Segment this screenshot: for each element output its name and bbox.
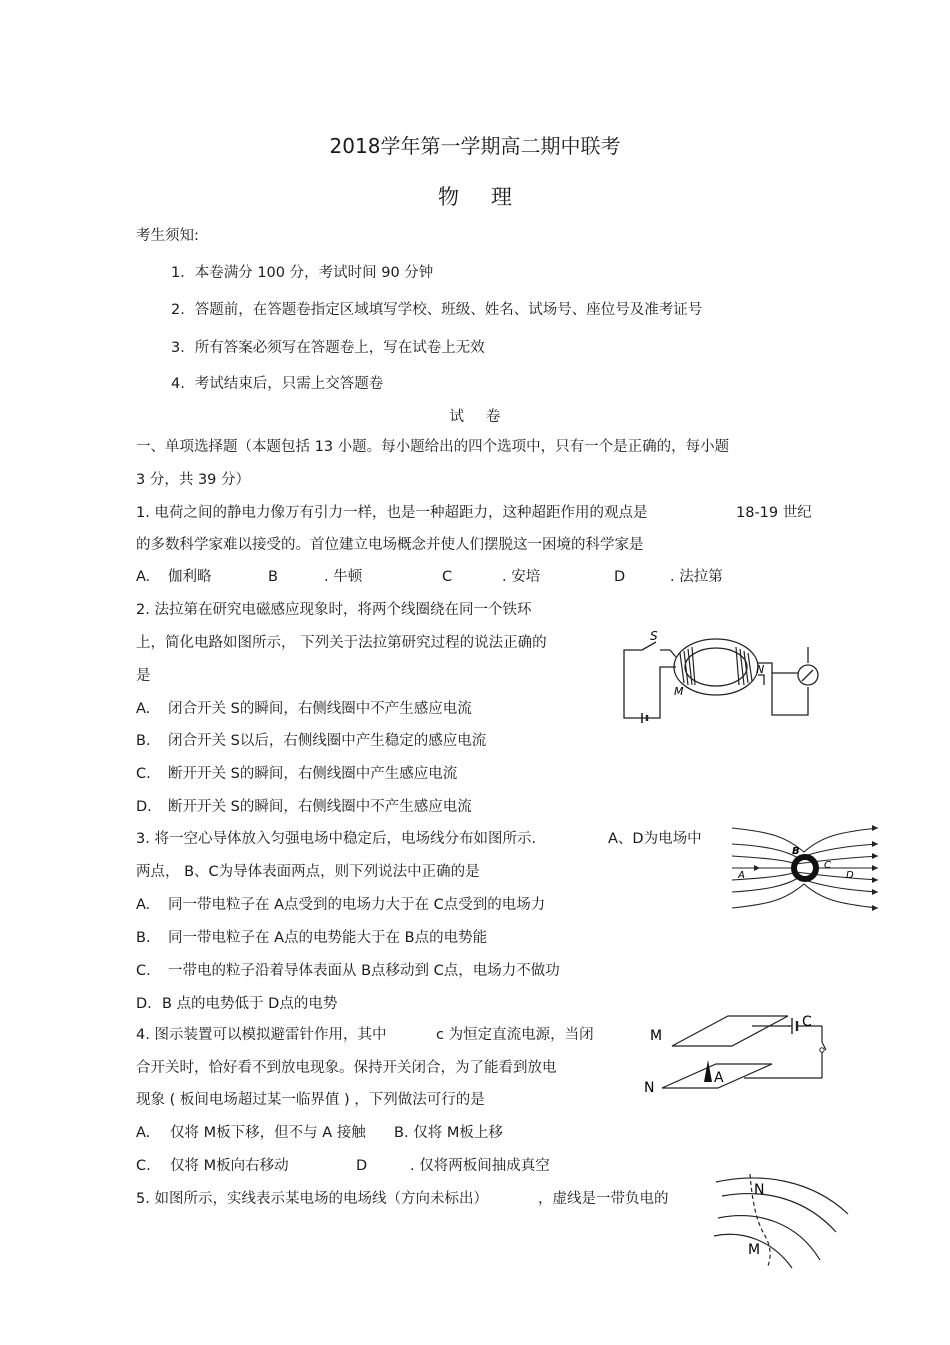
q2-figure-label-m: M	[674, 685, 684, 698]
q5-figure-label-n: N	[754, 1182, 765, 1198]
section-heading: 一、单项选择题（本题包括 13 小题。每小题给出的四个选项中，只有一个是正确的，每小题	[136, 439, 730, 455]
q3-figure-label-d: D	[846, 870, 854, 881]
q4-option-text: 仅将 M板向右移动	[170, 1158, 289, 1174]
q3-option-letter: D.	[136, 996, 152, 1012]
q1-stem: 1. 电荷之间的静电力像万有引力一样，也是一种超距力，这种超距作用的观点是	[136, 505, 648, 521]
q2-option-letter: D.	[136, 799, 152, 815]
q3-option-letter: B.	[136, 930, 151, 946]
q1-option-letter: D	[614, 569, 626, 585]
q3-figure-label-b: B	[792, 846, 800, 857]
q3-option-text: 同一带电粒子在 A点受到的电场力大于在 C点受到的电场力	[168, 897, 546, 913]
q4-option-text: . 仅将两板间抽成真空	[410, 1158, 550, 1174]
q2-option-text: 闭合开关 S的瞬间，右侧线圈中不产生感应电流	[168, 701, 472, 717]
q5-field-figure	[712, 1170, 852, 1270]
q1-stem-cont: 的多数科学家难以接受的。首位建立电场概念并使人们摆脱这一困境的科学家是	[136, 537, 644, 553]
q2-stem-cont: 上，简化电路如图所示， 下列关于法拉第研究过程的说法正确的	[136, 635, 547, 651]
q4-option-letter: D	[356, 1158, 368, 1174]
q5-figure-label-m: M	[748, 1242, 761, 1258]
q2-option-letter: B.	[136, 733, 151, 749]
q3-stem-tail: A、D为电场中	[608, 831, 702, 847]
q2-stem-cont: 是	[136, 668, 151, 684]
q2-option-letter: C.	[136, 766, 151, 782]
notice-item: 3．所有答案必须写在答题卷上，写在试卷上无效	[171, 340, 485, 356]
section-heading-cont: 3 分，共 39 分）	[136, 472, 251, 488]
q4-figure-label-c: C	[802, 1014, 812, 1030]
q2-figure-label-n: N	[756, 663, 765, 676]
exam-title: 2018学年第一学期高二期中联考	[329, 134, 621, 158]
q4-option-letter: C.	[136, 1158, 151, 1174]
q3-option-letter: A.	[136, 897, 151, 913]
q2-circuit-figure	[612, 625, 824, 725]
q3-option-text: 同一带电粒子在 A点的电势能大于在 B点的电势能	[168, 930, 488, 946]
q4-stem: 4. 图示装置可以模拟避雷针作用，其中	[136, 1027, 387, 1043]
notice-heading: 考生须知:	[136, 228, 199, 244]
q2-option-text: 断开开关 S的瞬间，右侧线圈中不产生感应电流	[168, 799, 472, 815]
q3-field-figure	[730, 824, 880, 914]
q3-option-letter: C.	[136, 963, 151, 979]
subject-title: 物理	[438, 185, 544, 209]
q5-stem-tail: ，虚线是一带负电的	[538, 1191, 669, 1207]
q4-stem-tail: c 为恒定直流电源，当闭	[436, 1027, 594, 1043]
q4-option-text: . 仅将 M板上移	[404, 1125, 503, 1141]
q4-figure-label-a: A	[714, 1070, 724, 1086]
q4-option-letter: B	[394, 1125, 404, 1141]
notice-item: 4．考试结束后，只需上交答题卷	[171, 376, 384, 392]
q3-figure-label-a: A	[738, 870, 745, 881]
q4-stem-cont: 现象 ( 板间电场超过某一临界值 ) ，下列做法可行的是	[136, 1092, 485, 1108]
q4-option-text: 仅将 M板下移，但不与 A 接触	[170, 1125, 366, 1141]
q5-stem: 5. 如图所示，实线表示某电场的电场线（方向未标出）	[136, 1191, 488, 1207]
q4-figure-label-n: N	[644, 1080, 655, 1096]
q3-stem-cont: 两点， B、C为导体表面两点，则下列说法中正确的是	[136, 864, 480, 880]
notice-item: 2．答题前，在答题卷指定区域填写学校、班级、姓名、试场号、座位号及准考证号	[171, 302, 703, 318]
q2-option-text: 闭合开关 S以后，右侧线圈中产生稳定的感应电流	[168, 733, 487, 749]
q2-figure-label-s: S	[650, 629, 658, 643]
q3-option-text: 一带电的粒子沿着导体表面从 B点移动到 C点，电场力不做功	[168, 963, 560, 979]
q3-stem: 3. 将一空心导体放入匀强电场中稳定后，电场线分布如图所示.	[136, 831, 537, 847]
q4-option-letter: A.	[136, 1125, 151, 1141]
paper-label: 试卷	[449, 409, 523, 425]
q4-stem-cont: 合开关时，恰好看不到放电现象。保持开关闭合，为了能看到放电	[136, 1060, 557, 1076]
q4-figure-label-m: M	[650, 1028, 663, 1044]
q1-option-text: . 法拉第	[670, 569, 723, 585]
q3-figure-label-c: C	[824, 860, 831, 871]
q1-stem-tail: 18-19 世纪	[736, 505, 812, 521]
q1-option-text: 伽利略	[168, 569, 212, 585]
q1-option-letter: C	[442, 569, 453, 585]
q1-option-letter: B	[268, 569, 278, 585]
q2-stem: 2. 法拉第在研究电磁感应现象时，将两个线圈绕在同一个铁环	[136, 602, 532, 618]
q4-apparatus-figure	[644, 1012, 836, 1104]
q2-option-letter: A.	[136, 701, 151, 717]
notice-item: 1．本卷满分 100 分，考试时间 90 分钟	[171, 265, 434, 281]
q3-option-text: B 点的电势低于 D点的电势	[162, 996, 338, 1012]
q1-option-text: . 牛顿	[324, 569, 363, 585]
q2-option-text: 断开开关 S的瞬间，右侧线圈中产生感应电流	[168, 766, 458, 782]
q1-option-text: . 安培	[502, 569, 541, 585]
q1-option-letter: A.	[136, 569, 151, 585]
